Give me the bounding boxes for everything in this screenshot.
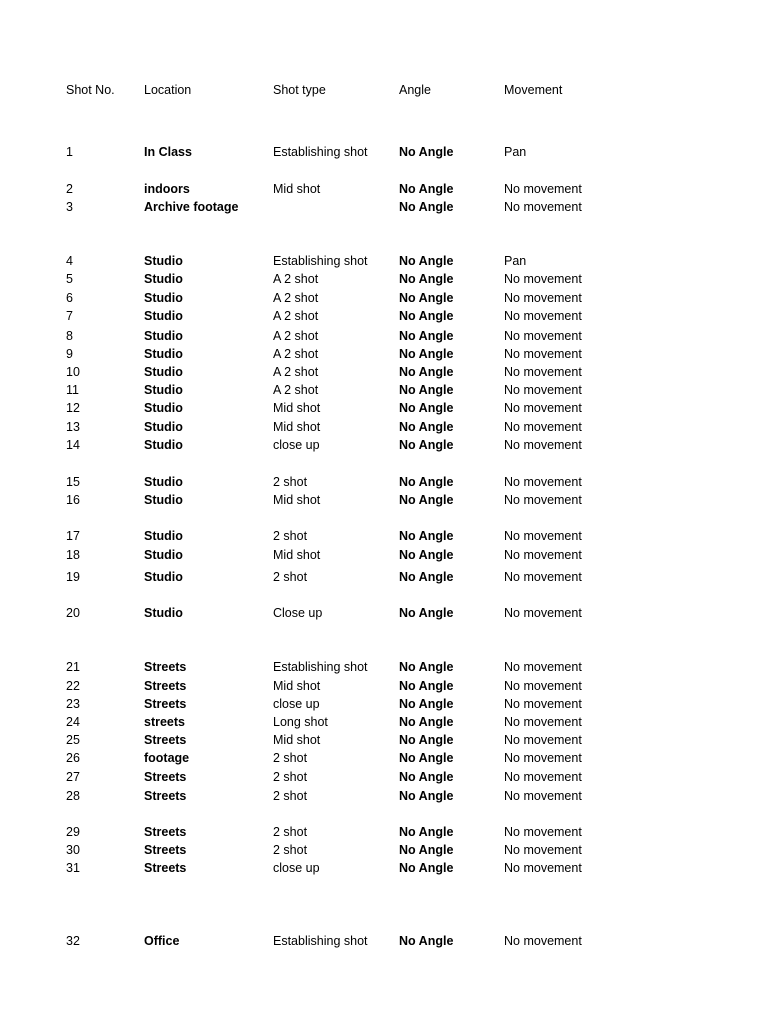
shot-type-cell: A 2 shot xyxy=(273,309,319,323)
movement-cell: No movement xyxy=(504,493,582,507)
table-row xyxy=(0,363,768,381)
angle-cell: No Angle xyxy=(399,291,454,305)
movement-cell: No movement xyxy=(504,529,582,543)
table-row xyxy=(0,731,768,749)
shot-type-cell: A 2 shot xyxy=(273,383,319,397)
shot-type-cell: Close up xyxy=(273,606,323,620)
table-row xyxy=(0,568,768,586)
shot-type-cell: 2 shot xyxy=(273,529,308,543)
location-cell: Streets xyxy=(144,770,187,784)
table-row xyxy=(0,527,768,545)
angle-cell: No Angle xyxy=(399,934,454,948)
angle-cell: No Angle xyxy=(399,751,454,765)
shot-type-cell: close up xyxy=(273,697,320,711)
location-cell: Streets xyxy=(144,825,187,839)
angle-cell: No Angle xyxy=(399,272,454,286)
shot-no-cell: 22 xyxy=(66,679,80,693)
movement-cell: No movement xyxy=(504,291,582,305)
angle-cell: No Angle xyxy=(399,660,454,674)
table-row xyxy=(0,399,768,417)
angle-cell: No Angle xyxy=(399,329,454,343)
angle-cell: No Angle xyxy=(399,493,454,507)
location-cell: Archive footage xyxy=(144,200,239,214)
shot-no-cell: 17 xyxy=(66,529,80,543)
shot-no-cell: 24 xyxy=(66,715,80,729)
angle-cell: No Angle xyxy=(399,606,454,620)
movement-cell: No movement xyxy=(504,751,582,765)
header-shot-no: Shot No. xyxy=(66,83,115,97)
location-cell: Office xyxy=(144,934,180,948)
shot-no-cell: 3 xyxy=(66,200,73,214)
angle-cell: No Angle xyxy=(399,401,454,415)
angle-cell: No Angle xyxy=(399,570,454,584)
movement-cell: No movement xyxy=(504,825,582,839)
angle-cell: No Angle xyxy=(399,365,454,379)
location-cell: streets xyxy=(144,715,185,729)
movement-cell: No movement xyxy=(504,475,582,489)
shot-no-cell: 28 xyxy=(66,789,80,803)
shot-no-cell: 30 xyxy=(66,843,80,857)
shot-no-cell: 10 xyxy=(66,365,80,379)
movement-cell: No movement xyxy=(504,570,582,584)
shot-no-cell: 5 xyxy=(66,272,73,286)
movement-cell: Pan xyxy=(504,254,527,268)
shot-no-cell: 6 xyxy=(66,291,73,305)
angle-cell: No Angle xyxy=(399,825,454,839)
angle-cell: No Angle xyxy=(399,529,454,543)
angle-cell: No Angle xyxy=(399,697,454,711)
shot-type-cell: Establishing shot xyxy=(273,934,368,948)
movement-cell: No movement xyxy=(504,420,582,434)
angle-cell: No Angle xyxy=(399,789,454,803)
table-row xyxy=(0,436,768,454)
header-shot-type: Shot type xyxy=(273,83,326,97)
shot-type-cell: Mid shot xyxy=(273,182,321,196)
location-cell: Streets xyxy=(144,843,187,857)
location-cell: Studio xyxy=(144,291,183,305)
shot-type-cell: 2 shot xyxy=(273,825,308,839)
angle-cell: No Angle xyxy=(399,145,454,159)
movement-cell: No movement xyxy=(504,770,582,784)
location-cell: Studio xyxy=(144,254,183,268)
shot-no-cell: 1 xyxy=(66,145,73,159)
shot-type-cell: Mid shot xyxy=(273,548,321,562)
shot-no-cell: 4 xyxy=(66,254,73,268)
table-row xyxy=(0,381,768,399)
table-row xyxy=(0,143,768,161)
angle-cell: No Angle xyxy=(399,548,454,562)
angle-cell: No Angle xyxy=(399,679,454,693)
table-row xyxy=(0,768,768,786)
table-row xyxy=(0,491,768,509)
table-row xyxy=(0,658,768,676)
header-angle: Angle xyxy=(399,83,431,97)
shot-no-cell: 26 xyxy=(66,751,80,765)
movement-cell: No movement xyxy=(504,548,582,562)
header-movement: Movement xyxy=(504,83,563,97)
angle-cell: No Angle xyxy=(399,420,454,434)
shot-no-cell: 8 xyxy=(66,329,73,343)
shot-no-cell: 25 xyxy=(66,733,80,747)
movement-cell: No movement xyxy=(504,715,582,729)
angle-cell: No Angle xyxy=(399,254,454,268)
shot-no-cell: 2 xyxy=(66,182,73,196)
shot-type-cell: 2 shot xyxy=(273,843,308,857)
shot-no-cell: 11 xyxy=(66,383,79,397)
shot-type-cell: Mid shot xyxy=(273,401,321,415)
table-row xyxy=(0,695,768,713)
shot-type-cell: Establishing shot xyxy=(273,254,368,268)
shot-type-cell: A 2 shot xyxy=(273,291,319,305)
movement-cell: No movement xyxy=(504,365,582,379)
location-cell: Studio xyxy=(144,347,183,361)
shot-type-cell: 2 shot xyxy=(273,789,308,803)
location-cell: Studio xyxy=(144,329,183,343)
table-row xyxy=(0,345,768,363)
shot-type-cell: close up xyxy=(273,861,320,875)
shot-no-cell: 12 xyxy=(66,401,80,415)
location-cell: Studio xyxy=(144,548,183,562)
shot-type-cell: A 2 shot xyxy=(273,329,319,343)
angle-cell: No Angle xyxy=(399,347,454,361)
table-row xyxy=(0,677,768,695)
movement-cell: No movement xyxy=(504,679,582,693)
header-row xyxy=(0,81,768,99)
angle-cell: No Angle xyxy=(399,182,454,196)
movement-cell: No movement xyxy=(504,200,582,214)
location-cell: Studio xyxy=(144,493,183,507)
table-row xyxy=(0,787,768,805)
shot-no-cell: 27 xyxy=(66,770,80,784)
shot-type-cell: Establishing shot xyxy=(273,660,368,674)
shot-no-cell: 20 xyxy=(66,606,80,620)
table-row xyxy=(0,932,768,950)
location-cell: Streets xyxy=(144,789,187,803)
table-row xyxy=(0,307,768,325)
movement-cell: No movement xyxy=(504,861,582,875)
table-row xyxy=(0,418,768,436)
shot-type-cell: 2 shot xyxy=(273,475,308,489)
movement-cell: No movement xyxy=(504,660,582,674)
movement-cell: Pan xyxy=(504,145,527,159)
movement-cell: No movement xyxy=(504,606,582,620)
movement-cell: No movement xyxy=(504,789,582,803)
location-cell: Studio xyxy=(144,570,183,584)
angle-cell: No Angle xyxy=(399,309,454,323)
shot-no-cell: 31 xyxy=(66,861,80,875)
angle-cell: No Angle xyxy=(399,843,454,857)
shot-type-cell: Mid shot xyxy=(273,420,321,434)
table-row xyxy=(0,198,768,216)
movement-cell: No movement xyxy=(504,843,582,857)
table-row xyxy=(0,713,768,731)
table-row xyxy=(0,823,768,841)
location-cell: Streets xyxy=(144,660,187,674)
table-row xyxy=(0,180,768,198)
table-row xyxy=(0,327,768,345)
location-cell: Studio xyxy=(144,365,183,379)
location-cell: Studio xyxy=(144,309,183,323)
shot-type-cell: Mid shot xyxy=(273,733,321,747)
shot-type-cell: Establishing shot xyxy=(273,145,368,159)
location-cell: Studio xyxy=(144,529,183,543)
shot-no-cell: 16 xyxy=(66,493,80,507)
shot-no-cell: 18 xyxy=(66,548,80,562)
shot-no-cell: 29 xyxy=(66,825,80,839)
movement-cell: No movement xyxy=(504,401,582,415)
angle-cell: No Angle xyxy=(399,200,454,214)
shot-no-cell: 19 xyxy=(66,570,80,584)
movement-cell: No movement xyxy=(504,309,582,323)
table-row xyxy=(0,859,768,877)
location-cell: Studio xyxy=(144,420,183,434)
shot-no-cell: 32 xyxy=(66,934,80,948)
header-location: Location xyxy=(144,83,192,97)
table-row xyxy=(0,289,768,307)
location-cell: Studio xyxy=(144,383,183,397)
location-cell: footage xyxy=(144,751,190,765)
table-row xyxy=(0,841,768,859)
location-cell: In Class xyxy=(144,145,192,159)
shot-no-cell: 9 xyxy=(66,347,73,361)
shot-type-cell: A 2 shot xyxy=(273,365,319,379)
movement-cell: No movement xyxy=(504,329,582,343)
angle-cell: No Angle xyxy=(399,715,454,729)
shot-type-cell: Mid shot xyxy=(273,679,321,693)
movement-cell: No movement xyxy=(504,272,582,286)
location-cell: Streets xyxy=(144,679,187,693)
table-row xyxy=(0,604,768,622)
shot-type-cell: A 2 shot xyxy=(273,272,319,286)
shot-type-cell: 2 shot xyxy=(273,751,308,765)
location-cell: Streets xyxy=(144,861,187,875)
shot-no-cell: 13 xyxy=(66,420,80,434)
angle-cell: No Angle xyxy=(399,861,454,875)
angle-cell: No Angle xyxy=(399,383,454,397)
movement-cell: No movement xyxy=(504,347,582,361)
shot-type-cell: 2 shot xyxy=(273,770,308,784)
movement-cell: No movement xyxy=(504,383,582,397)
movement-cell: No movement xyxy=(504,733,582,747)
table-row xyxy=(0,749,768,767)
angle-cell: No Angle xyxy=(399,770,454,784)
angle-cell: No Angle xyxy=(399,733,454,747)
movement-cell: No movement xyxy=(504,182,582,196)
location-cell: Studio xyxy=(144,438,183,452)
location-cell: Studio xyxy=(144,475,183,489)
location-cell: Studio xyxy=(144,401,183,415)
location-cell: Studio xyxy=(144,272,183,286)
table-row xyxy=(0,473,768,491)
table-row xyxy=(0,270,768,288)
movement-cell: No movement xyxy=(504,934,582,948)
movement-cell: No movement xyxy=(504,438,582,452)
location-cell: Streets xyxy=(144,697,187,711)
shot-type-cell: 2 shot xyxy=(273,570,308,584)
table-row xyxy=(0,546,768,564)
shot-type-cell: Long shot xyxy=(273,715,328,729)
location-cell: indoors xyxy=(144,182,190,196)
shot-type-cell: close up xyxy=(273,438,320,452)
angle-cell: No Angle xyxy=(399,438,454,452)
location-cell: Streets xyxy=(144,733,187,747)
shot-type-cell: A 2 shot xyxy=(273,347,319,361)
shot-no-cell: 7 xyxy=(66,309,73,323)
shot-type-cell: Mid shot xyxy=(273,493,321,507)
table-row xyxy=(0,252,768,270)
shot-no-cell: 14 xyxy=(66,438,80,452)
shot-no-cell: 23 xyxy=(66,697,80,711)
angle-cell: No Angle xyxy=(399,475,454,489)
movement-cell: No movement xyxy=(504,697,582,711)
shot-no-cell: 21 xyxy=(66,660,80,674)
location-cell: Studio xyxy=(144,606,183,620)
shot-no-cell: 15 xyxy=(66,475,80,489)
